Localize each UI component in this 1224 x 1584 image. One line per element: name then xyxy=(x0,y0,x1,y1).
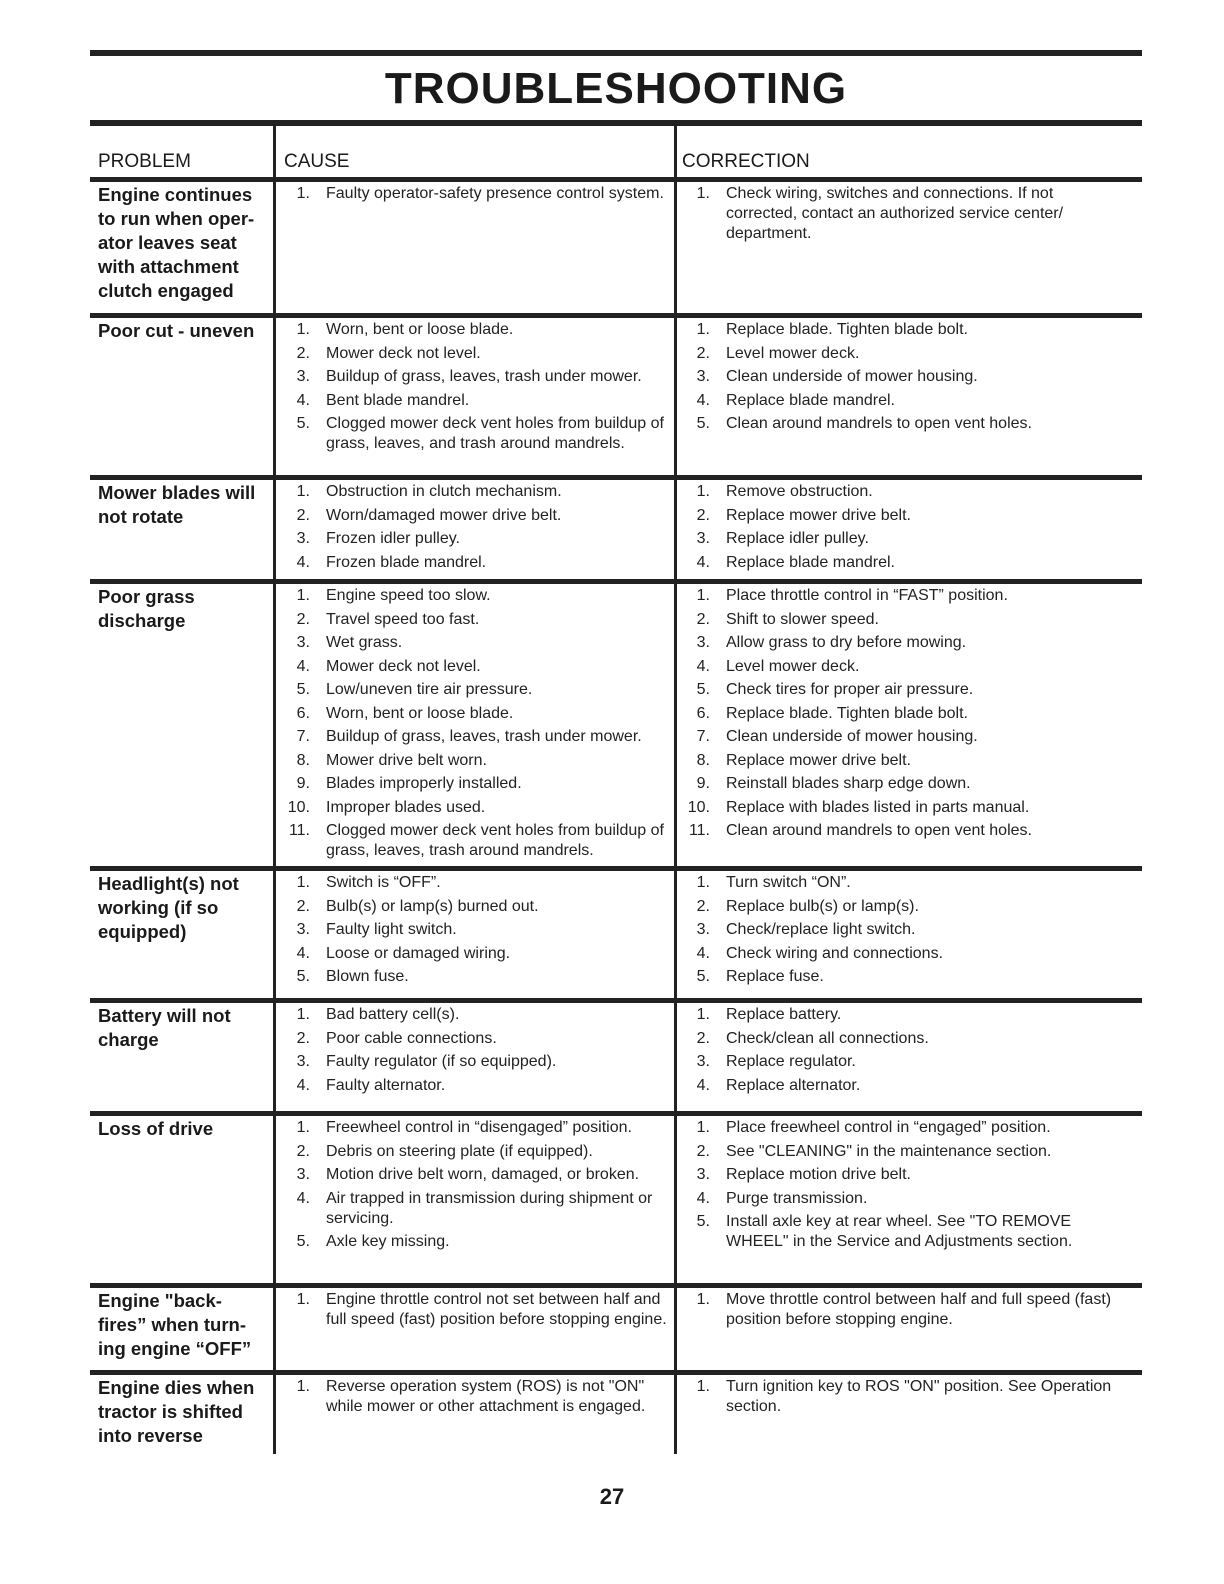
item-number: 4. xyxy=(296,391,310,409)
item-number: 1. xyxy=(296,1291,310,1308)
item-text: Clean underside of mower housing. xyxy=(726,368,978,385)
cause-item xyxy=(282,529,672,549)
item-number: 7. xyxy=(696,728,710,745)
item-number: 5. xyxy=(696,415,710,432)
correction-item xyxy=(682,1005,1122,1025)
correction-item xyxy=(682,367,1122,387)
cause-item xyxy=(282,821,672,861)
cause-item xyxy=(282,1377,672,1417)
correction-list xyxy=(682,586,1122,845)
page-number: 27 xyxy=(599,1484,625,1509)
row-rule xyxy=(90,866,1142,871)
item-number: 3. xyxy=(696,634,710,651)
cause-item xyxy=(282,610,672,630)
item-number: 1. xyxy=(696,1119,710,1136)
item-number: 10. xyxy=(287,798,310,816)
table-header xyxy=(90,150,1142,178)
cause-item xyxy=(282,774,672,794)
item-text: Mower drive belt worn. xyxy=(326,751,487,769)
item-number: 1. xyxy=(696,185,710,202)
page-title: TROUBLESHOOTING xyxy=(384,64,848,113)
item-number: 4. xyxy=(296,1189,310,1207)
item-text: Replace blade. Tighten blade bolt. xyxy=(726,321,968,338)
item-text: Worn, bent or loose blade. xyxy=(326,321,514,338)
item-number: 3. xyxy=(696,530,710,547)
correction-item xyxy=(682,798,1122,818)
problem-text: Engine continues to run when oper-ator leaves seat with attachment clutch engaged xyxy=(98,184,255,301)
correction-item xyxy=(682,482,1122,502)
item-number: 4. xyxy=(696,391,710,409)
correction-item xyxy=(682,610,1122,630)
item-number: 2. xyxy=(696,506,710,524)
cause-item xyxy=(282,414,672,454)
item-number: 4. xyxy=(696,553,710,571)
item-number: 5. xyxy=(296,1233,310,1250)
item-number: 3. xyxy=(696,921,710,938)
cause-list xyxy=(282,1118,672,1256)
item-text: Poor cable connections. xyxy=(326,1029,497,1047)
correction-item xyxy=(682,1118,1122,1138)
cause-item xyxy=(282,1005,672,1025)
correction-item xyxy=(682,774,1122,794)
correction-item xyxy=(682,1165,1122,1185)
item-text: Bad battery cell(s). xyxy=(326,1006,460,1023)
cause-list xyxy=(282,1005,672,1099)
item-text: Clogged mower deck vent holes from buildup of grass, leaves, and trash around mandrels. xyxy=(326,415,664,452)
cause-item xyxy=(282,1290,672,1330)
problem-text: Poor grass discharge xyxy=(98,586,195,631)
item-number: 2. xyxy=(696,897,710,915)
item-text: Air trapped in transmission during shipment or servicing. xyxy=(326,1189,653,1227)
item-text: Blades improperly installed. xyxy=(326,775,522,792)
item-number: 2. xyxy=(696,610,710,628)
cause-item xyxy=(282,320,672,340)
item-number: 1. xyxy=(696,874,710,891)
item-text: Replace alternator. xyxy=(726,1076,861,1094)
item-text: Faulty alternator. xyxy=(326,1076,446,1094)
item-number: 1. xyxy=(696,1291,710,1308)
item-text: Remove obstruction. xyxy=(726,483,873,500)
correction-item xyxy=(682,1212,1122,1252)
item-number: 4. xyxy=(696,944,710,962)
item-number: 2. xyxy=(296,506,310,524)
item-number: 1. xyxy=(296,483,310,500)
item-number: 8. xyxy=(696,751,710,769)
row-rule xyxy=(90,579,1142,584)
correction-item xyxy=(682,1377,1122,1417)
item-text: Place freewheel control in “engaged” position. xyxy=(726,1119,1051,1136)
item-number: 1. xyxy=(296,874,310,891)
correction-item xyxy=(682,967,1122,987)
cause-list xyxy=(282,1377,672,1421)
correction-item xyxy=(682,320,1122,340)
item-text: See "CLEANING" in the maintenance section. xyxy=(726,1142,1052,1160)
item-text: Buildup of grass, leaves, trash under mower. xyxy=(326,728,642,745)
cause-item xyxy=(282,184,672,204)
item-number: 7. xyxy=(296,728,310,745)
item-text: Worn/damaged mower drive belt. xyxy=(326,506,562,524)
item-number: 1. xyxy=(296,1378,310,1395)
item-number: 1. xyxy=(696,1378,710,1395)
item-text: Allow grass to dry before mowing. xyxy=(726,634,967,651)
cause-item xyxy=(282,704,672,724)
correction-item xyxy=(682,414,1122,434)
item-text: Clean underside of mower housing. xyxy=(726,728,978,745)
item-number: 1. xyxy=(696,483,710,500)
correction-item xyxy=(682,1029,1122,1049)
item-text: Travel speed too fast. xyxy=(326,610,480,628)
cause-list xyxy=(282,482,672,576)
item-text: Reverse operation system (ROS) is not "ON" while mower or other attachment is engaged. xyxy=(326,1378,646,1415)
item-text: Check wiring and connections. xyxy=(726,944,944,962)
item-text: Level mower deck. xyxy=(726,657,860,675)
correction-list xyxy=(682,482,1122,576)
cause-item xyxy=(282,553,672,573)
item-number: 5. xyxy=(296,681,310,698)
row-rule xyxy=(90,1283,1142,1288)
item-text: Switch is “OFF”. xyxy=(326,874,441,891)
item-number: 1. xyxy=(296,321,310,338)
correction-item xyxy=(682,586,1122,606)
item-number: 3. xyxy=(696,368,710,385)
cause-item xyxy=(282,727,672,747)
cause-item xyxy=(282,367,672,387)
item-number: 5. xyxy=(296,968,310,985)
item-text: Replace blade. Tighten blade bolt. xyxy=(726,704,968,722)
cause-list xyxy=(282,586,672,865)
item-text: Faulty regulator (if so equipped). xyxy=(326,1053,557,1070)
problem-text: Poor cut - uneven xyxy=(98,320,255,341)
item-number: 3. xyxy=(296,921,310,938)
item-text: Turn switch “ON”. xyxy=(726,874,851,891)
item-number: 4. xyxy=(696,657,710,675)
correction-list xyxy=(682,184,1122,248)
correction-item xyxy=(682,184,1122,244)
correction-item xyxy=(682,1290,1122,1330)
item-text: Shift to slower speed. xyxy=(726,610,879,628)
item-number: 2. xyxy=(696,1142,710,1160)
item-number: 1. xyxy=(296,185,310,202)
item-number: 6. xyxy=(696,704,710,722)
item-text: Move throttle control between half and full speed (fast) position before stopping engine. xyxy=(726,1291,1112,1328)
item-number: 1. xyxy=(296,1006,310,1023)
cause-item xyxy=(282,944,672,964)
item-number: 1. xyxy=(296,1119,310,1136)
item-number: 2. xyxy=(296,1142,310,1160)
item-number: 2. xyxy=(696,1029,710,1047)
header-problem: PROBLEM xyxy=(98,151,191,172)
correction-item xyxy=(682,821,1122,841)
item-text: Blown fuse. xyxy=(326,968,409,985)
cause-item xyxy=(282,1142,672,1162)
item-text: Check/replace light switch. xyxy=(726,921,916,938)
cause-item xyxy=(282,344,672,364)
correction-item xyxy=(682,553,1122,573)
item-number: 2. xyxy=(296,344,310,362)
correction-item xyxy=(682,506,1122,526)
item-text: Improper blades used. xyxy=(326,798,486,816)
cause-list xyxy=(282,1290,672,1334)
problem-text: Battery will not charge xyxy=(98,1005,231,1050)
item-number: 5. xyxy=(696,968,710,985)
correction-list xyxy=(682,1118,1122,1256)
item-text: Clogged mower deck vent holes from buildup of grass, leaves, trash around mandrels. xyxy=(326,822,664,859)
row-rule xyxy=(90,998,1142,1003)
item-text: Purge transmission. xyxy=(726,1189,868,1207)
item-number: 4. xyxy=(696,1076,710,1094)
row-rule xyxy=(90,313,1142,318)
item-text: Install axle key at rear wheel. See "TO REMOVE WHEEL" in the Service and Adjustments section. xyxy=(726,1213,1073,1250)
item-text: Replace blade mandrel. xyxy=(726,391,895,409)
cause-list xyxy=(282,320,672,458)
problem-text: Engine "back-fires” when turn-ing engine “OFF” xyxy=(98,1290,252,1359)
cause-item xyxy=(282,1232,672,1252)
cause-item xyxy=(282,920,672,940)
cause-item xyxy=(282,1029,672,1049)
header-cause: CAUSE xyxy=(284,151,350,172)
item-text: Replace idler pulley. xyxy=(726,530,869,547)
correction-item xyxy=(682,897,1122,917)
correction-list xyxy=(682,873,1122,991)
correction-item xyxy=(682,704,1122,724)
item-text: Wet grass. xyxy=(326,634,403,651)
correction-item xyxy=(682,1189,1122,1209)
item-number: 5. xyxy=(296,415,310,432)
item-text: Engine speed too slow. xyxy=(326,587,491,604)
correction-item xyxy=(682,633,1122,653)
item-number: 2. xyxy=(296,1029,310,1047)
correction-item xyxy=(682,727,1122,747)
cause-item xyxy=(282,633,672,653)
item-text: Axle key missing. xyxy=(326,1233,450,1250)
cause-item xyxy=(282,1052,672,1072)
item-text: Frozen blade mandrel. xyxy=(326,553,487,571)
correction-item xyxy=(682,657,1122,677)
item-text: Mower deck not level. xyxy=(326,657,481,675)
correction-item xyxy=(682,529,1122,549)
item-text: Mower deck not level. xyxy=(326,344,481,362)
item-number: 5. xyxy=(696,681,710,698)
cause-item xyxy=(282,1076,672,1096)
item-text: Replace with blades listed in parts manual. xyxy=(726,798,1030,816)
item-text: Replace bulb(s) or lamp(s). xyxy=(726,897,919,915)
item-number: 8. xyxy=(296,751,310,769)
item-number: 3. xyxy=(296,1053,310,1070)
header-correction: CORRECTION xyxy=(682,151,810,172)
cause-item xyxy=(282,506,672,526)
item-number: 3. xyxy=(296,530,310,547)
problem-text: Mower blades will not rotate xyxy=(98,482,256,527)
correction-list xyxy=(682,1005,1122,1099)
item-number: 1. xyxy=(696,587,710,604)
cause-item xyxy=(282,482,672,502)
item-text: Motion drive belt worn, damaged, or broken. xyxy=(326,1166,640,1183)
cause-item xyxy=(282,873,672,893)
cause-item xyxy=(282,798,672,818)
correction-item xyxy=(682,751,1122,771)
item-text: Freewheel control in “disengaged” position. xyxy=(326,1119,632,1136)
correction-list xyxy=(682,1377,1122,1421)
correction-item xyxy=(682,1076,1122,1096)
item-text: Faulty operator-safety presence control system. xyxy=(326,185,664,202)
cause-item xyxy=(282,751,672,771)
item-text: Replace battery. xyxy=(726,1006,842,1023)
item-text: Replace fuse. xyxy=(726,968,824,985)
row-rule xyxy=(90,475,1142,480)
cause-item xyxy=(282,657,672,677)
problem-text: Loss of drive xyxy=(98,1118,214,1139)
correction-item xyxy=(682,680,1122,700)
item-number: 5. xyxy=(696,1213,710,1230)
item-number: 6. xyxy=(296,704,310,722)
item-text: Replace blade mandrel. xyxy=(726,553,895,571)
row-rule xyxy=(90,1111,1142,1116)
item-number: 2. xyxy=(696,344,710,362)
item-number: 2. xyxy=(296,897,310,915)
item-text: Bulb(s) or lamp(s) burned out. xyxy=(326,897,539,915)
item-number: 3. xyxy=(696,1166,710,1183)
item-text: Clean around mandrels to open vent holes. xyxy=(726,415,1032,432)
cause-item xyxy=(282,897,672,917)
row-rule xyxy=(90,1370,1142,1375)
item-number: 1. xyxy=(696,1006,710,1023)
cause-item xyxy=(282,1165,672,1185)
problem-text: Headlight(s) not working (if so equipped) xyxy=(98,873,239,942)
correction-item xyxy=(682,920,1122,940)
item-number: 3. xyxy=(296,1166,310,1183)
correction-item xyxy=(682,344,1122,364)
row-rule xyxy=(90,177,1142,182)
cause-item xyxy=(282,967,672,987)
correction-item xyxy=(682,944,1122,964)
item-text: Replace mower drive belt. xyxy=(726,751,911,769)
item-number: 1. xyxy=(696,321,710,338)
item-number: 4. xyxy=(696,1189,710,1207)
column-divider-cause-correction xyxy=(674,124,677,1454)
item-number: 2. xyxy=(296,610,310,628)
item-text: Reinstall blades sharp edge down. xyxy=(726,775,971,792)
item-number: 4. xyxy=(296,1076,310,1094)
item-text: Turn ignition key to ROS "ON" position. See Operation section. xyxy=(726,1378,1112,1415)
correction-item xyxy=(682,391,1122,411)
item-number: 11. xyxy=(288,822,310,839)
cause-item xyxy=(282,391,672,411)
item-text: Bent blade mandrel. xyxy=(326,391,470,409)
item-number: 4. xyxy=(296,553,310,571)
item-text: Faulty light switch. xyxy=(326,921,457,938)
item-text: Check/clean all connections. xyxy=(726,1029,929,1047)
item-text: Check wiring, switches and connections. If not corrected, contact an authorized service center/ department. xyxy=(726,185,1064,242)
item-text: Replace mower drive belt. xyxy=(726,506,911,524)
item-number: 9. xyxy=(296,775,310,792)
title-rule xyxy=(90,120,1142,126)
item-text: Replace motion drive belt. xyxy=(726,1166,911,1183)
item-text: Obstruction in clutch mechanism. xyxy=(326,483,562,500)
cause-item xyxy=(282,586,672,606)
item-number: 4. xyxy=(296,944,310,962)
item-text: Low/uneven tire air pressure. xyxy=(326,681,533,698)
correction-list xyxy=(682,1290,1122,1334)
correction-item xyxy=(682,873,1122,893)
item-text: Debris on steering plate (if equipped). xyxy=(326,1142,593,1160)
item-number: 3. xyxy=(696,1053,710,1070)
correction-list xyxy=(682,320,1122,438)
item-number: 10. xyxy=(687,798,710,816)
item-number: 11. xyxy=(688,822,710,839)
column-divider-problem-cause xyxy=(273,124,276,1454)
item-text: Replace regulator. xyxy=(726,1053,856,1070)
item-text: Worn, bent or loose blade. xyxy=(326,704,514,722)
cause-item xyxy=(282,680,672,700)
item-number: 3. xyxy=(296,368,310,385)
top-rule xyxy=(90,50,1142,56)
item-number: 1. xyxy=(296,587,310,604)
item-text: Engine throttle control not set between half and full speed (fast) position before stopping engine. xyxy=(326,1291,667,1328)
item-text: Buildup of grass, leaves, trash under mower. xyxy=(326,368,642,385)
item-number: 4. xyxy=(296,657,310,675)
item-number: 3. xyxy=(296,634,310,651)
correction-item xyxy=(682,1142,1122,1162)
item-text: Loose or damaged wiring. xyxy=(326,944,511,962)
cause-list xyxy=(282,873,672,991)
cause-item xyxy=(282,1118,672,1138)
item-number: 9. xyxy=(696,775,710,792)
cause-list xyxy=(282,184,672,208)
item-text: Clean around mandrels to open vent holes. xyxy=(726,822,1032,839)
item-text: Place throttle control in “FAST” position. xyxy=(726,587,1008,604)
correction-item xyxy=(682,1052,1122,1072)
cause-item xyxy=(282,1189,672,1229)
problem-text: Engine dies when tractor is shifted into reverse xyxy=(98,1377,255,1446)
item-text: Level mower deck. xyxy=(726,344,860,362)
item-text: Check tires for proper air pressure. xyxy=(726,681,974,698)
item-text: Frozen idler pulley. xyxy=(326,530,460,547)
